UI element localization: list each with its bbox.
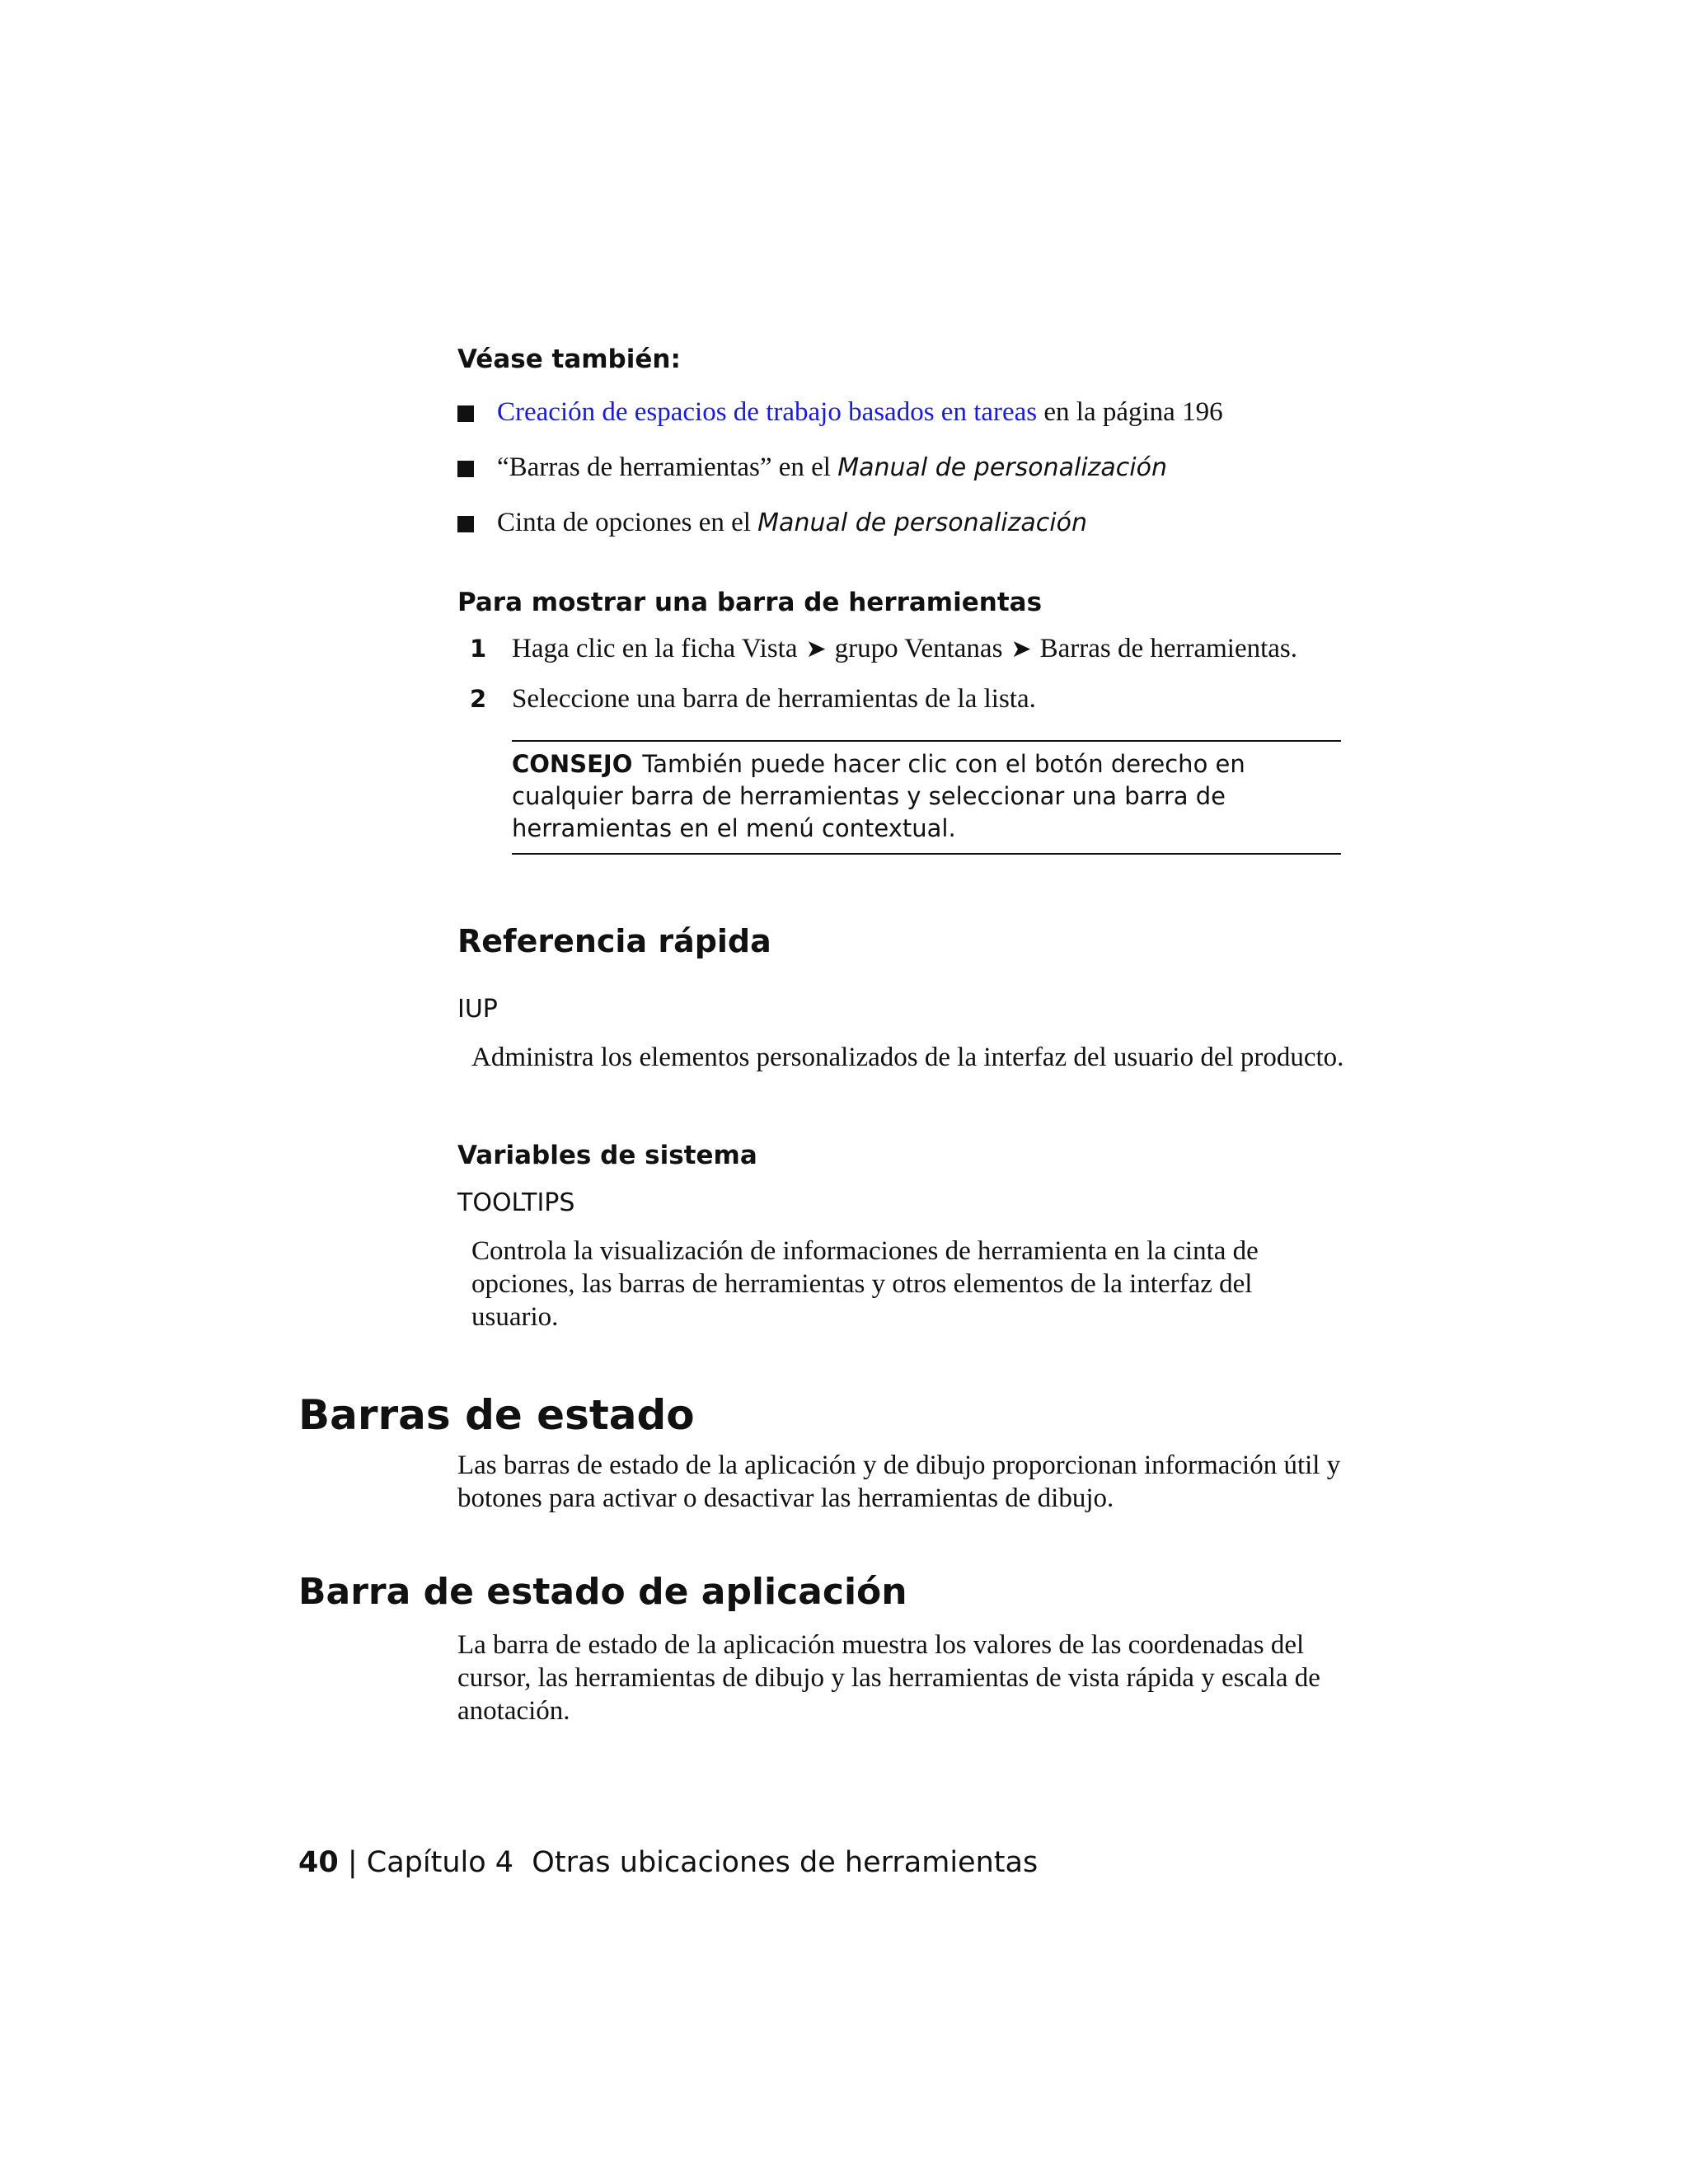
bullet-square-icon (457, 516, 474, 532)
workspace-link[interactable]: Creación de espacios de trabajo basados en tareas (497, 397, 1038, 427)
bullet-square-icon (457, 405, 474, 422)
bullet-square-icon (457, 461, 474, 477)
step-text: Seleccione una barra de herramientas de la lista. (512, 684, 1036, 714)
manual-title: Manual de personalización (837, 453, 1168, 482)
see-also-heading: Véase también: (457, 344, 681, 374)
section-paragraph: La barra de estado de la aplicación muestra los valores de las coordenadas del cursor, las herramientas de dibujo y las herramientas de vista rápida y escala de anotación. (457, 1630, 1320, 1726)
page-number: 40 (298, 1846, 339, 1879)
page-reference: en la página 196 (1037, 397, 1223, 427)
chapter-title: Otras ubicaciones de herramientas (532, 1846, 1039, 1879)
list-item (457, 391, 1364, 447)
section-paragraph: Las barras de estado de la aplicación y de dibujo proporcionan información útil y botones para activar o desactivar las herramientas de dibujo. (457, 1451, 1341, 1513)
step-1 (470, 628, 1376, 678)
step-2 (470, 678, 1376, 729)
quick-reference-heading: Referencia rápida (457, 923, 771, 959)
page-footer (298, 1846, 1038, 1879)
manual-title: Manual de personalización (757, 509, 1087, 537)
tip-box (512, 740, 1341, 855)
list-item-text: “Barras de herramientas” en el (497, 452, 838, 482)
step-number: 1 (470, 635, 487, 663)
footer-separator: | (338, 1846, 367, 1879)
section-title-application-status-bar: Barra de estado de aplicación (298, 1571, 907, 1613)
step-text (512, 628, 1297, 670)
step-part: grupo Ventanas (834, 634, 1003, 663)
section-title-status-bars: Barras de estado (298, 1391, 695, 1439)
tip-label: CONSEJO (512, 750, 633, 778)
step-number: 2 (470, 685, 487, 713)
see-also-list (457, 391, 1364, 557)
procedure-heading: Para mostrar una barra de herramientas (457, 588, 1043, 617)
step-part: Haga clic en la ficha Vista (512, 634, 798, 663)
tip-text: También puede hacer clic con el botón derecho en cualquier barra de herramientas y seleccionar una barra de herramientas en el menú contextual. (512, 750, 1245, 842)
system-variable-name: TOOLTIPS (457, 1188, 575, 1217)
list-item (457, 502, 1364, 557)
list-item-text: Cinta de opciones en el (497, 508, 758, 537)
arrow-icon: ➤ (805, 635, 827, 663)
arrow-icon: ➤ (1010, 635, 1032, 663)
chapter-label: Capítulo 4 (366, 1846, 514, 1879)
system-variable-description: Controla la visualización de informaciones de herramienta en la cinta de opciones, las barras de herramientas y otros elementos de la interfaz del usuario. (471, 1236, 1259, 1332)
system-variables-heading: Variables de sistema (457, 1141, 757, 1170)
command-description: Administra los elementos personalizados de la interfaz del usuario del producto. (471, 1043, 1344, 1072)
command-name: IUP (457, 995, 498, 1024)
procedure-steps (470, 628, 1376, 729)
step-part: Barras de herramientas. (1039, 634, 1297, 663)
list-item (457, 447, 1364, 502)
